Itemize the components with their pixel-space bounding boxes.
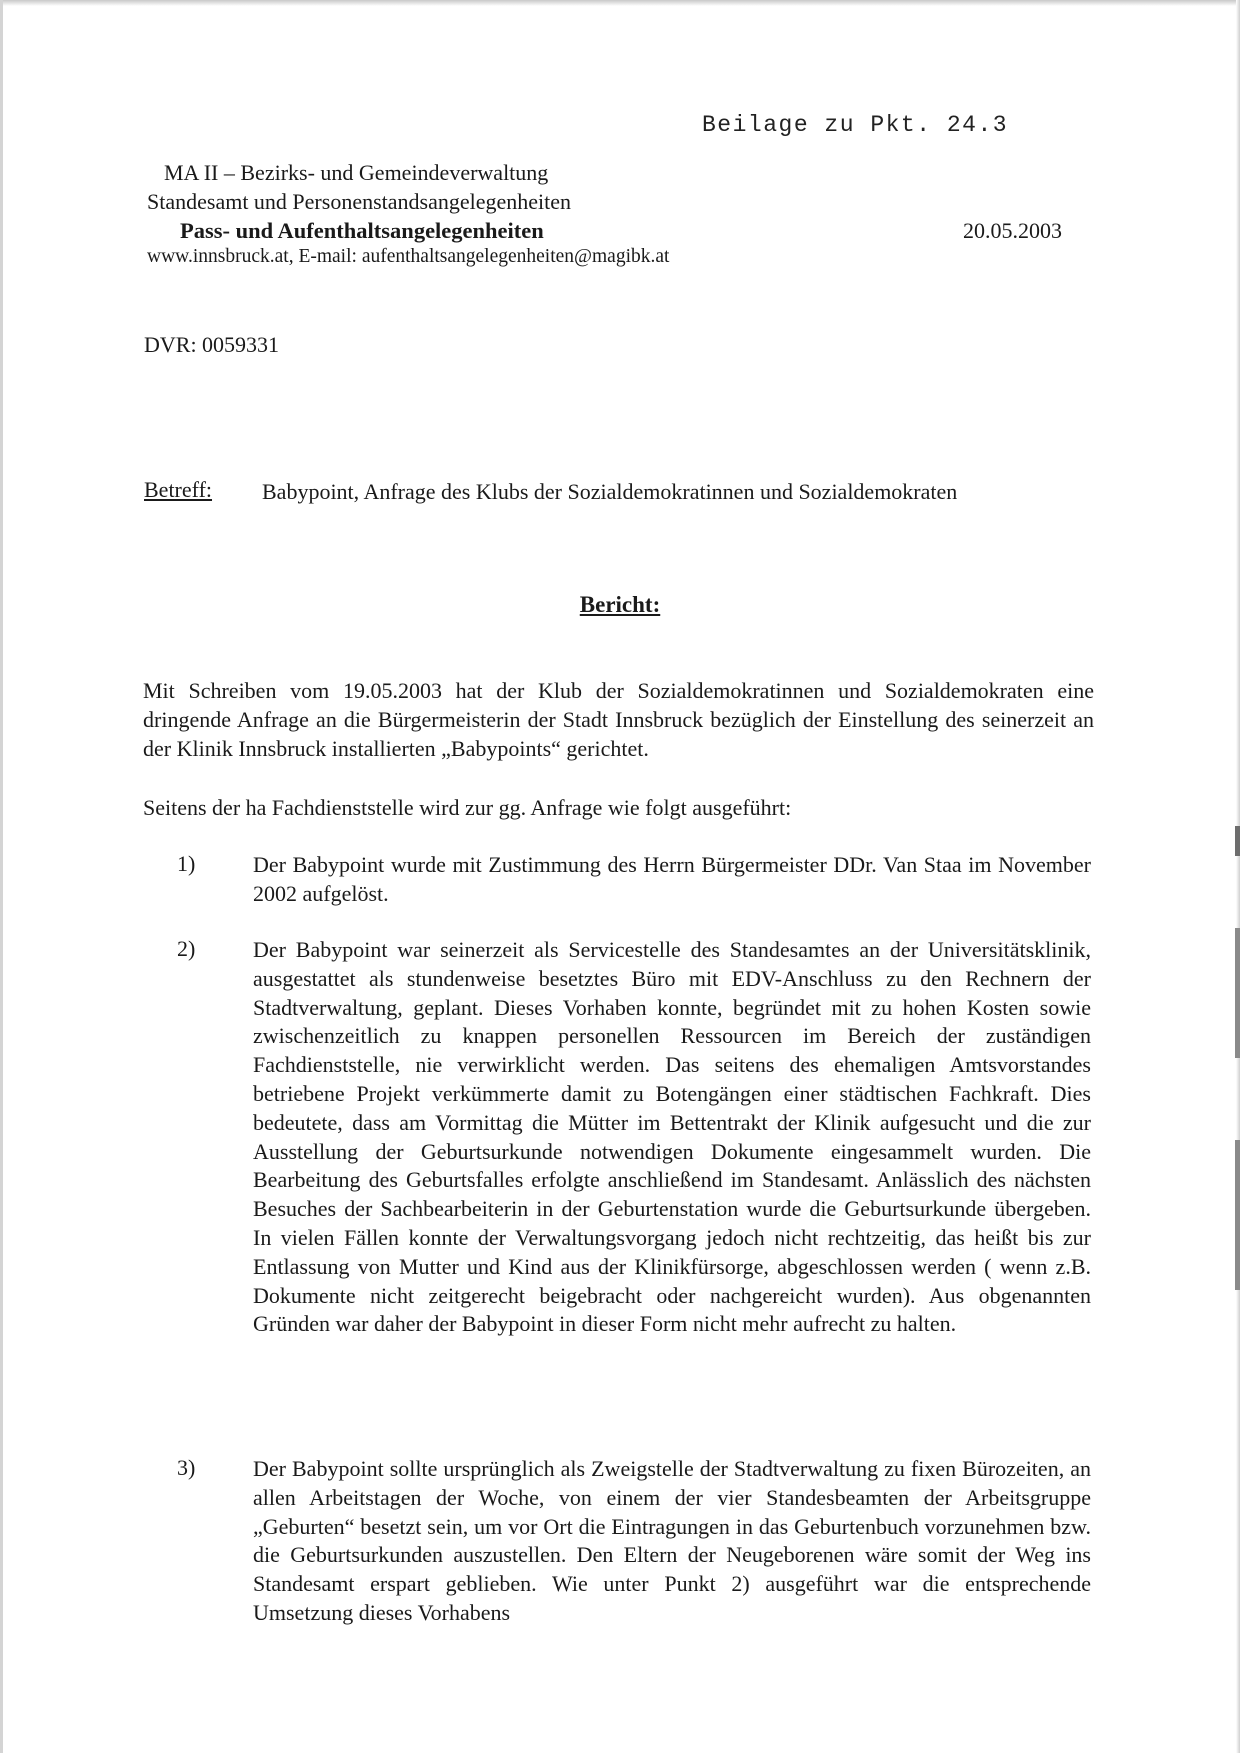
- list-item-text: Der Babypoint wurde mit Zustimmung des Herrn Bürgermeister DDr. Van Staa im November 2002 aufgelöst.: [253, 852, 1091, 906]
- list-item-number: 2): [177, 936, 196, 961]
- document-date: 20.05.2003: [963, 218, 1062, 243]
- list-item-number: 3): [177, 1455, 196, 1480]
- intro-paragraph: Seitens der ha Fachdienststelle wird zur gg. Anfrage wie folgt ausgeführt:: [143, 795, 792, 820]
- scan-edge-left: [0, 0, 3, 1753]
- letterhead-section: Pass- und Aufenthaltsangelegenheiten: [180, 218, 544, 243]
- intro-paragraph: Mit Schreiben vom 19.05.2003 hat der Klub der Sozialdemokratinnen und Sozialdemokraten eine dringende Anfrage an die Bürgermeisterin der Stadt Innsbruck bezüglich der Einstellung des seinerzeit an der Klinik Innsbruck installierten „Babypoints“ gerichtet.: [143, 678, 1094, 761]
- list-item-text: Der Babypoint sollte ursprünglich als Zweigstelle der Stadtverwaltung zu fixen Bürozeiten, an allen Arbeitstagen der Woche, von einem der vier Standesbeamten der Arbeitsgruppe „Geburten“ besetzt sein, um vor Ort die Eintragungen in das Geburtenbuch vorzunehmen bzw. die Geburtsurkunden auszustellen. Den Eltern der Neugeborenen wäre somit der Weg ins Standesamt erspart geblieben. Wie unter Punkt 2) ausgeführt war die entsprechende Umsetzung dieses Vorhabens: [253, 1456, 1091, 1625]
- subject-label: Betreff:: [144, 477, 213, 502]
- letterhead-office: Standesamt und Personenstandsangelegenheiten: [147, 189, 572, 214]
- scan-mark: [1235, 928, 1240, 1058]
- letterhead-contact: www.innsbruck.at, E-mail: aufenthaltsangelegenheiten@magibk.at: [147, 246, 670, 267]
- list-item-number: 1): [177, 851, 196, 876]
- list-item-text: Der Babypoint war seinerzeit als Servicestelle des Standesamtes an der Universitätsklinik, ausgestattet als stundenweise besetztes Büro mit EDV-Anschluss zu den Rechnern der Stadtverwaltung, geplant. Dieses Vorhaben konnte, begründet mit zu hohen Kosten sowie zwischenzeitlich zu knappen personellen Ressourcen im Bereich der zuständigen Fachdienststelle, nie verwirklicht werden. Das seitens des ehemaligen Amtsvorstandes betriebene Projekt verkümmerte damit zu Botengängen einer städtischen Fachkraft. Dies bedeutete, dass am Vormittag die Mütter im Bettentrakt der Klinik aufgesucht und die zur Ausstellung der Geburtsurkunde notwendigen Dokumente eingesammelt wurden. Die Bearbeitung des Geburtsfalles erfolgte anschließend im Standesamt. Anlässlich des nächsten Besuches der Sachbearbeiterin in der Geburtenstation wurde die Geburtsurkunde übergeben. In vielen Fällen konnte der Verwaltungsvorgang jedoch nicht rechtzeitig, das heißt bis zur Entlassung von Mutter und Kind aus der Klinikfürsorge, abgeschlossen werden ( wenn z.B. Dokumente nicht zeitgerecht beigebracht oder nachgereicht wurden). Aus obgenannten Gründen war daher der Babypoint in dieser Form nicht mehr aufrecht zu halten.: [253, 937, 1091, 1337]
- letterhead-department: MA II – Bezirks- und Gemeindeverwaltung: [164, 160, 549, 185]
- dvr-number: DVR: 0059331: [144, 332, 280, 357]
- scan-edge-right: [1236, 0, 1240, 1753]
- attachment-stamp: Beilage zu Pkt. 24.3: [702, 112, 1009, 138]
- report-heading: Bericht:: [579, 592, 661, 617]
- subject-text: Babypoint, Anfrage des Klubs der Sozialdemokratinnen und Sozialdemokraten: [262, 479, 958, 504]
- scan-mark: [1235, 1140, 1240, 1290]
- scan-edge-top: [0, 0, 1240, 6]
- scan-mark: [1235, 826, 1240, 856]
